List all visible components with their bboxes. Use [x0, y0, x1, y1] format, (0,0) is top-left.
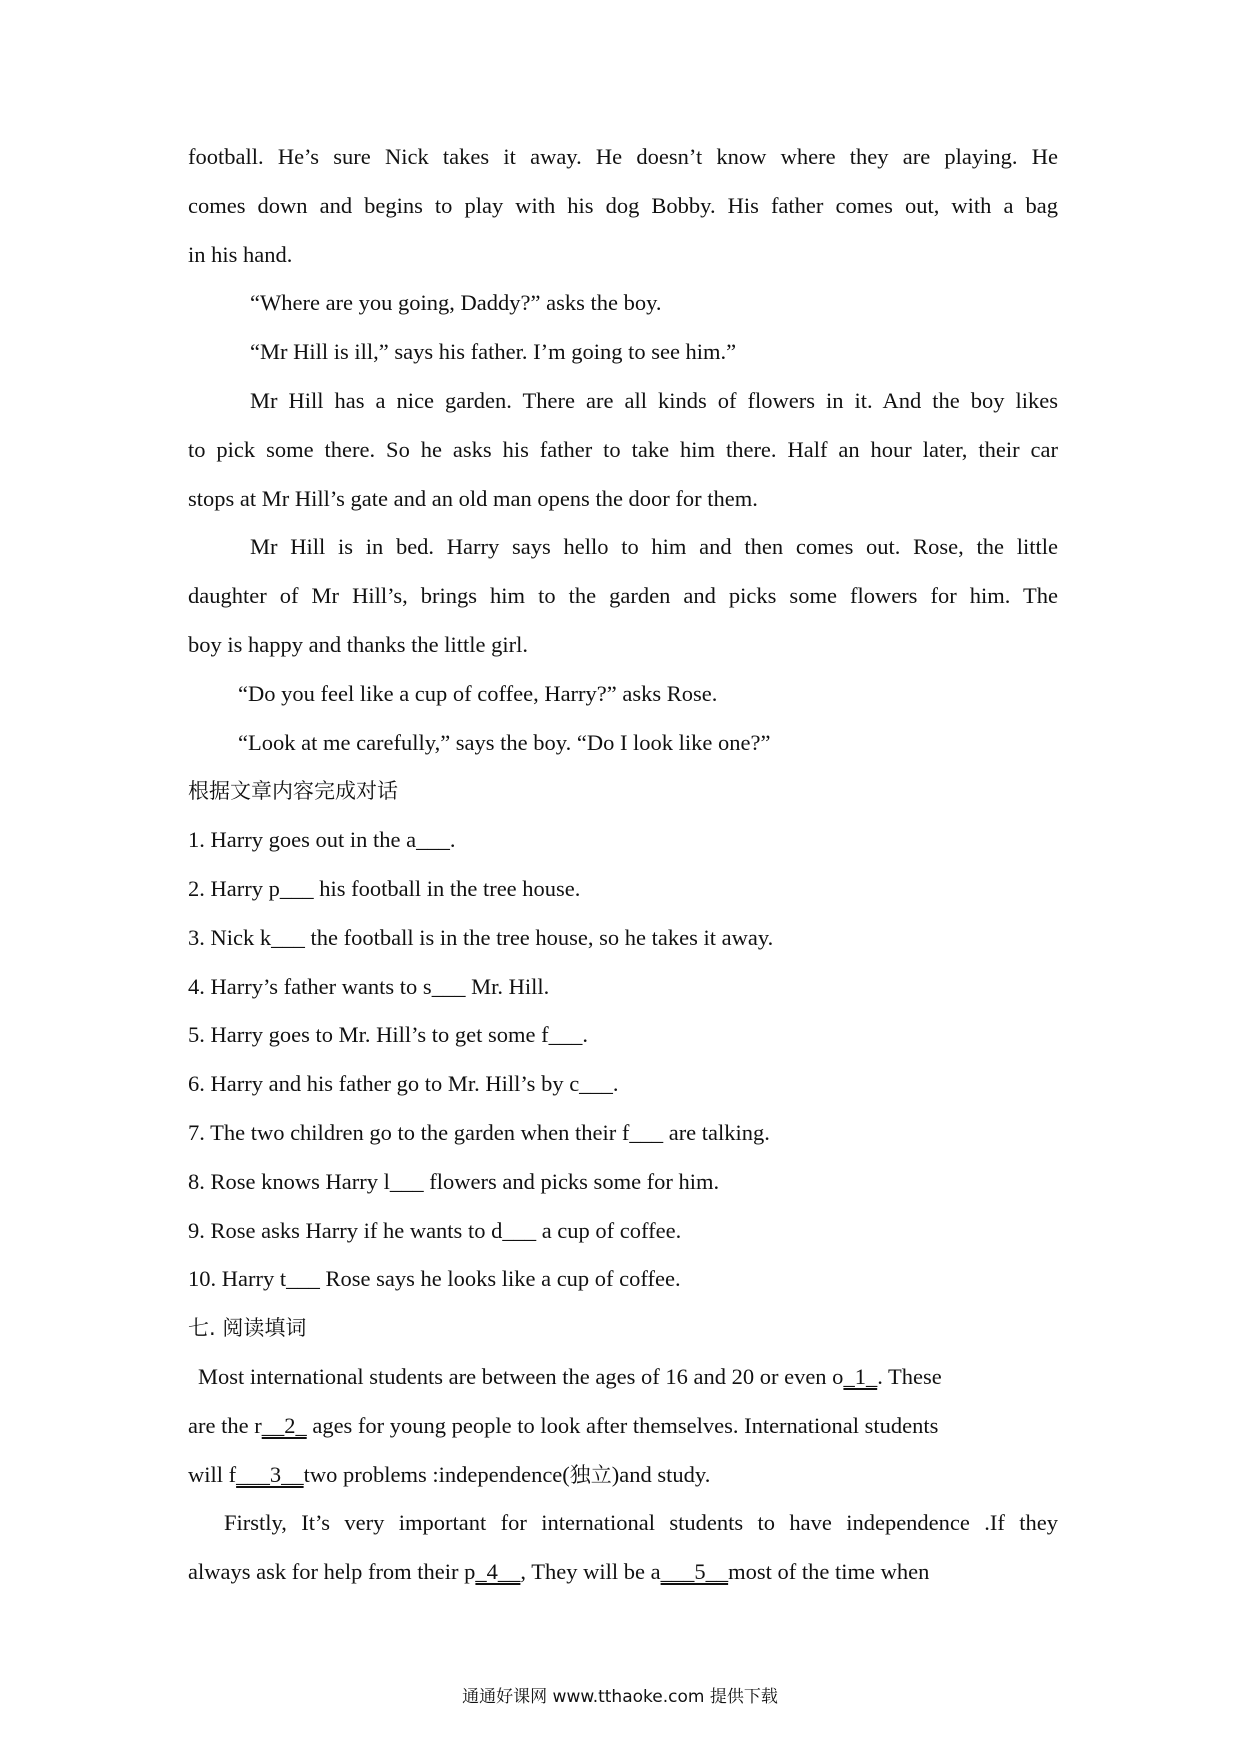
passage-line: football. He’s sure Nick takes it away. He doesn’t know where they are playing. He — [188, 144, 1058, 169]
cloze-text: most of the time when — [728, 1559, 930, 1585]
passage-line: boy is happy and thanks the little girl. — [188, 631, 528, 657]
cloze-text: will f — [188, 1461, 237, 1487]
cloze-text: ages for young people to look after themselves. International students — [306, 1412, 939, 1438]
question-item: 2. Harry p___ his football in the tree house. — [188, 875, 581, 901]
dialogue-line: “Where are you going, Daddy?” asks the boy. — [250, 290, 662, 316]
question-item: 1. Harry goes out in the a___. — [188, 827, 456, 853]
dialogue-line: “Mr Hill is ill,” says his father. I’m going to see him.” — [250, 339, 737, 365]
cloze-text: . These — [877, 1363, 942, 1389]
question-item: 8. Rose knows Harry l___ flowers and picks some for him. — [188, 1168, 720, 1194]
dialogue-line: “Do you feel like a cup of coffee, Harry?” asks Rose. — [238, 680, 718, 706]
question-item: 6. Harry and his father go to Mr. Hill’s by c___. — [188, 1071, 619, 1097]
question-item: 10. Harry t___ Rose says he looks like a cup of coffee. — [188, 1266, 681, 1292]
blank-5: ___5__ — [660, 1559, 729, 1585]
blank-3: ___3__ — [236, 1461, 304, 1487]
cloze-text: Most international students are between the ages of 16 and 20 or even o — [198, 1363, 844, 1389]
cloze-line — [188, 1353, 1058, 1402]
section-heading: 七. 阅读填词 — [188, 1316, 307, 1341]
cloze-text: two problems :independence( — [303, 1461, 570, 1487]
passage-line: in his hand. — [188, 241, 293, 267]
question-item: 7. The two children go to the garden when their f___ are talking. — [188, 1119, 770, 1145]
question-item: 3. Nick k___ the football is in the tree house, so he takes it away. — [188, 924, 774, 950]
cloze-text: )and study. — [611, 1461, 711, 1487]
passage-line: stops at Mr Hill’s gate and an old man opens the door for them. — [188, 485, 758, 511]
passage-line: to pick some there. So he asks his father to take him there. Half an hour later, their car — [188, 436, 1058, 462]
passage-line: Mr Hill has a nice garden. There are all kinds of flowers in it. And the boy likes — [250, 387, 1058, 413]
cloze-text: always ask for help from their p — [188, 1559, 476, 1585]
cloze-text: , They will be a — [520, 1559, 661, 1585]
cloze-line: Firstly, It’s very important for international students to have independence .If they — [224, 1510, 1058, 1536]
cloze-text-cjk: 独立 — [569, 1462, 612, 1487]
dialogue-line: “Look at me carefully,” says the boy. “Do I look like one?” — [238, 729, 771, 755]
blank-1: _1_ — [843, 1363, 878, 1389]
passage-line: daughter of Mr Hill’s, brings him to the garden and picks some flowers for him. The — [188, 583, 1058, 609]
cloze-line — [188, 1548, 1058, 1597]
blank-2: __2_ — [261, 1412, 307, 1438]
question-item: 9. Rose asks Harry if he wants to d___ a cup of coffee. — [188, 1217, 682, 1243]
question-item: 4. Harry’s father wants to s___ Mr. Hill. — [188, 973, 550, 999]
blank-4: _4__ — [475, 1559, 521, 1585]
passage-line: Mr Hill is in bed. Harry says hello to him and then comes out. Rose, the little — [250, 534, 1058, 560]
document-body — [188, 133, 1058, 1597]
question-item: 5. Harry goes to Mr. Hill’s to get some f___. — [188, 1022, 588, 1048]
cloze-text: are the r — [188, 1412, 262, 1438]
task-heading: 根据文章内容完成对话 — [188, 779, 398, 804]
cloze-line — [188, 1402, 1058, 1451]
page-footer: 通通好课网 www.tthaoke.com 提供下载 — [462, 1687, 778, 1707]
cloze-line — [188, 1451, 1058, 1500]
passage-line: comes down and begins to play with his dog Bobby. His father comes out, with a bag — [188, 192, 1058, 218]
